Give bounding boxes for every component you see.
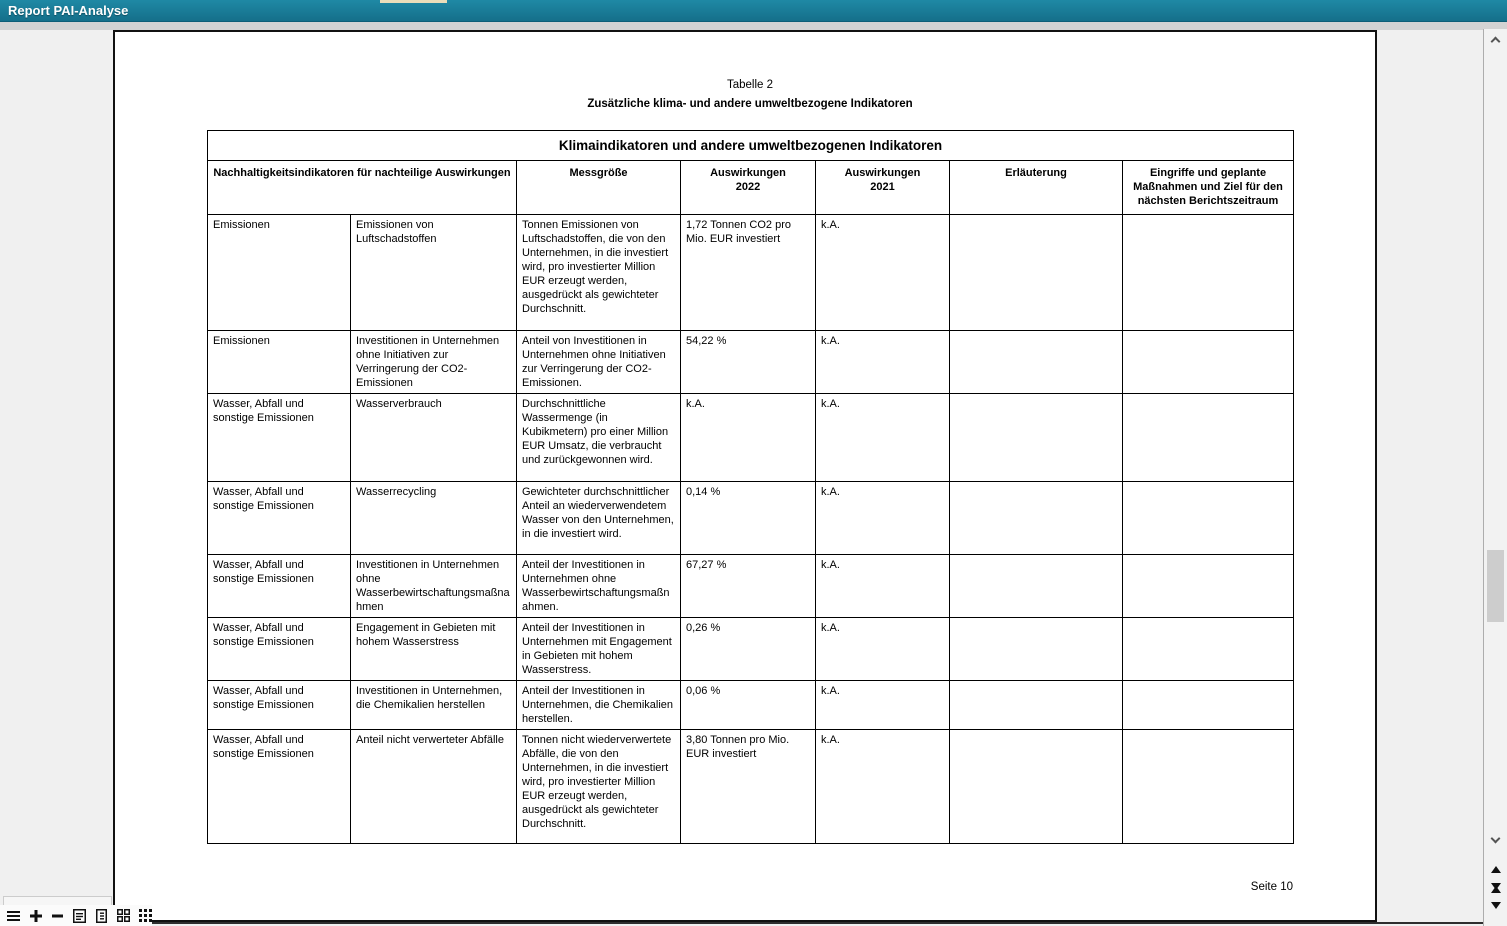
scrollbar-thumb[interactable] bbox=[1487, 550, 1504, 622]
header-explanation: Erläuterung bbox=[950, 161, 1123, 215]
header-actions: Eingriffe und geplante Maßnahmen und Ziel für den nächsten Berichtszeitraum bbox=[1123, 161, 1294, 215]
table-row bbox=[208, 681, 1294, 730]
cell-explanation bbox=[950, 331, 1123, 394]
grid-2x2-icon bbox=[117, 909, 130, 922]
page-number: Seite 10 bbox=[1250, 881, 1293, 893]
header-impact-2022: Auswirkungen 2022 bbox=[681, 161, 816, 215]
cell-category: Wasser, Abfall und sonstige Emissionen bbox=[208, 730, 351, 844]
scroll-up-button[interactable] bbox=[1484, 31, 1507, 47]
cell-actions bbox=[1123, 730, 1294, 844]
table-row bbox=[208, 618, 1294, 681]
cell-indicator: Investitionen in Unternehmen ohne Initiativen zur Verringerung der CO2-Emissionen bbox=[351, 331, 517, 394]
window-titlebar bbox=[0, 0, 1507, 22]
table-row bbox=[208, 555, 1294, 618]
first-page-button[interactable] bbox=[1484, 850, 1507, 866]
menu-icon bbox=[7, 910, 20, 922]
chevron-up-icon bbox=[1491, 37, 1501, 47]
menu-button[interactable] bbox=[7, 908, 21, 924]
cell-actions bbox=[1123, 681, 1294, 730]
cell-metric: Gewichteter durchschnittlicher Anteil an wiederverwendetem Wasser von den Unternehmen, in die investiert wird. bbox=[517, 482, 681, 555]
cell-metric: Anteil der Investitionen in Unternehmen, die Chemikalien herstellen. bbox=[517, 681, 681, 730]
cell-metric: Durchschnittliche Wassermenge (in Kubikmetern) pro einer Million EUR Umsatz, die verbraucht und zurückgewonnen wird. bbox=[517, 394, 681, 482]
cell-explanation bbox=[950, 730, 1123, 844]
cell-impact-2022: 67,27 % bbox=[681, 555, 816, 618]
cell-category: Wasser, Abfall und sonstige Emissionen bbox=[208, 618, 351, 681]
cell-explanation bbox=[950, 681, 1123, 730]
cell-indicator: Wasserrecycling bbox=[351, 482, 517, 555]
cell-impact-2022: k.A. bbox=[681, 394, 816, 482]
cell-metric: Anteil der Investitionen in Unternehmen ohne Wasserbewirtschaftungsmaßnahmen. bbox=[517, 555, 681, 618]
single-page-button[interactable] bbox=[94, 908, 108, 924]
table-caption-row bbox=[208, 131, 1294, 161]
cell-category: Emissionen bbox=[208, 215, 351, 331]
cell-actions bbox=[1123, 618, 1294, 681]
zoom-in-button[interactable] bbox=[29, 908, 43, 924]
fit-page-icon bbox=[73, 909, 86, 923]
titlebar-substrip bbox=[0, 22, 1507, 30]
cell-impact-2021: k.A. bbox=[816, 482, 950, 555]
cell-impact-2022: 3,80 Tonnen pro Mio. EUR investiert bbox=[681, 730, 816, 844]
cell-indicator: Investitionen in Unternehmen ohne Wasserbewirtschaftungsmaßnahmen bbox=[351, 555, 517, 618]
cell-category: Wasser, Abfall und sonstige Emissionen bbox=[208, 394, 351, 482]
grid-2x2-button[interactable] bbox=[116, 908, 130, 924]
cell-explanation bbox=[950, 394, 1123, 482]
cell-impact-2021: k.A. bbox=[816, 730, 950, 844]
cell-explanation bbox=[950, 618, 1123, 681]
table-caption: Klimaindikatoren und andere umweltbezogenen Indikatoren bbox=[208, 131, 1294, 161]
cell-indicator: Emissionen von Luftschadstoffen bbox=[351, 215, 517, 331]
cell-indicator: Wasserverbrauch bbox=[351, 394, 517, 482]
cell-impact-2021: k.A. bbox=[816, 394, 950, 482]
last-page-button[interactable] bbox=[1484, 908, 1507, 924]
scroll-down-button[interactable] bbox=[1484, 830, 1507, 846]
cell-actions bbox=[1123, 215, 1294, 331]
fit-page-button[interactable] bbox=[73, 908, 87, 924]
cell-metric: Tonnen Emissionen von Luftschadstoffen, die von den Unternehmen, in die investiert wird, pro investierter Million EUR erzeugt werden, ausgedrückt als gewichteter Durchschnitt. bbox=[517, 215, 681, 331]
first-page-icon bbox=[1491, 851, 1501, 866]
window-title: Report PAI-Analyse bbox=[8, 3, 129, 18]
cell-explanation bbox=[950, 482, 1123, 555]
top-edge-artifact bbox=[380, 0, 447, 3]
cell-impact-2021: k.A. bbox=[816, 331, 950, 394]
cell-indicator: Anteil nicht verwerteter Abfälle bbox=[351, 730, 517, 844]
viewer-toolbar bbox=[0, 905, 152, 926]
indicators-table bbox=[207, 130, 1294, 844]
cell-actions bbox=[1123, 394, 1294, 482]
grid-3x3-icon bbox=[139, 909, 152, 922]
table-row bbox=[208, 482, 1294, 555]
cell-indicator: Investitionen in Unternehmen, die Chemikalien herstellen bbox=[351, 681, 517, 730]
cell-impact-2021: k.A. bbox=[816, 555, 950, 618]
cell-category: Wasser, Abfall und sonstige Emissionen bbox=[208, 555, 351, 618]
table-row bbox=[208, 394, 1294, 482]
cell-impact-2021: k.A. bbox=[816, 681, 950, 730]
zoom-out-icon bbox=[52, 910, 63, 922]
cell-explanation bbox=[950, 555, 1123, 618]
table-row bbox=[208, 215, 1294, 331]
cell-impact-2022: 1,72 Tonnen CO2 pro Mio. EUR investiert bbox=[681, 215, 816, 331]
cell-metric: Anteil der Investitionen in Unternehmen mit Engagement in Gebieten mit hohem Wasserstress. bbox=[517, 618, 681, 681]
table-row bbox=[208, 331, 1294, 394]
header-metric: Messgröße bbox=[517, 161, 681, 215]
cell-actions bbox=[1123, 555, 1294, 618]
cell-impact-2022: 0,14 % bbox=[681, 482, 816, 555]
cell-impact-2021: k.A. bbox=[816, 618, 950, 681]
cell-category: Emissionen bbox=[208, 331, 351, 394]
header-group: Nachhaltigkeitsindikatoren für nachteilige Auswirkungen bbox=[208, 161, 517, 215]
cell-category: Wasser, Abfall und sonstige Emissionen bbox=[208, 482, 351, 555]
cell-category: Wasser, Abfall und sonstige Emissionen bbox=[208, 681, 351, 730]
viewer-bottom-edge bbox=[150, 922, 1507, 924]
cell-actions bbox=[1123, 482, 1294, 555]
cell-metric: Tonnen nicht wiederverwertete Abfälle, die von den Unternehmen, in die investiert wird, pro investierter Million EUR erzeugt werden, ausgedrückt als gewichteter Durchschnitt. bbox=[517, 730, 681, 844]
table-body bbox=[208, 215, 1294, 844]
grid-3x3-button[interactable] bbox=[138, 908, 152, 924]
header-impact-2021: Auswirkungen 2021 bbox=[816, 161, 950, 215]
chevron-down-icon bbox=[1491, 834, 1501, 844]
document-subtitle: Zusätzliche klima- und andere umweltbezogene Indikatoren bbox=[587, 98, 913, 110]
cell-indicator: Engagement in Gebieten mit hohem Wasserstress bbox=[351, 618, 517, 681]
cell-impact-2022: 0,06 % bbox=[681, 681, 816, 730]
cell-impact-2022: 0,26 % bbox=[681, 618, 816, 681]
cell-metric: Anteil von Investitionen in Unternehmen ohne Initiativen zur Verringerung der CO2-Emissionen. bbox=[517, 331, 681, 394]
cell-impact-2021: k.A. bbox=[816, 215, 950, 331]
table-row bbox=[208, 730, 1294, 844]
cell-impact-2022: 54,22 % bbox=[681, 331, 816, 394]
zoom-in-icon bbox=[30, 910, 42, 922]
table-header-row bbox=[208, 161, 1294, 215]
last-page-icon bbox=[1491, 909, 1501, 924]
report-page bbox=[113, 30, 1377, 922]
cell-actions bbox=[1123, 331, 1294, 394]
vertical-scrollbar bbox=[1483, 29, 1507, 926]
cell-explanation bbox=[950, 215, 1123, 331]
table-label: Tabelle 2 bbox=[726, 79, 774, 91]
zoom-out-button[interactable] bbox=[51, 908, 65, 924]
single-page-icon bbox=[96, 909, 107, 923]
